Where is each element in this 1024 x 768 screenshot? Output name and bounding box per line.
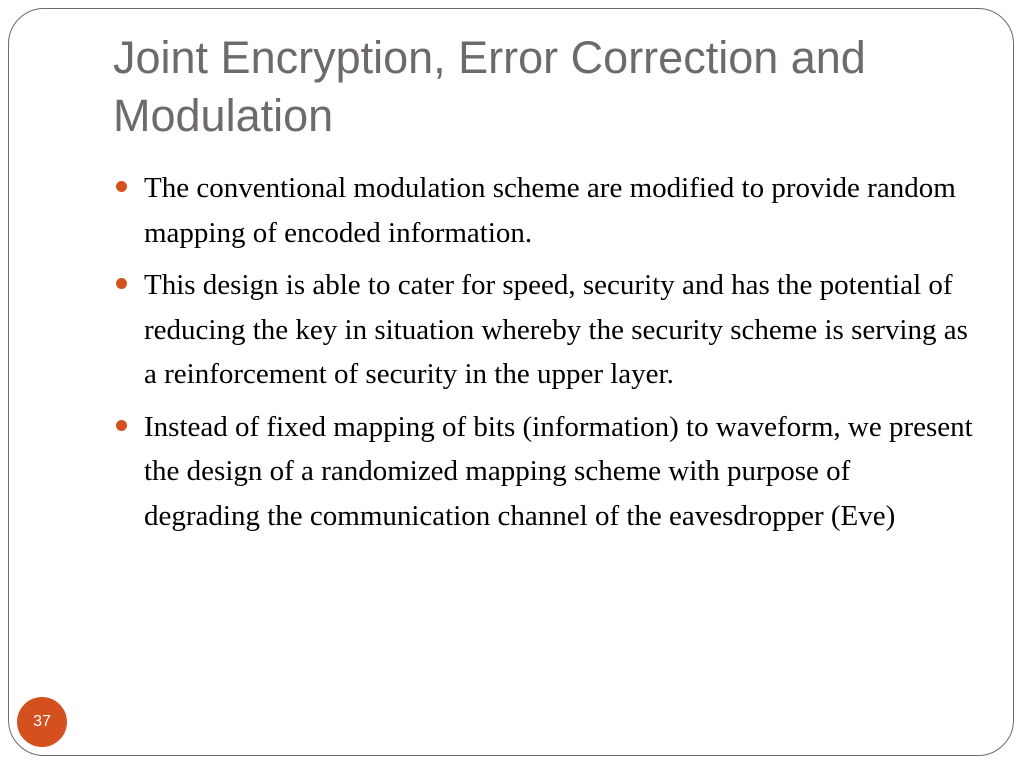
bullet-dot-icon xyxy=(116,420,127,431)
page-number-badge: 37 xyxy=(17,697,67,747)
bullet-list xyxy=(113,166,973,546)
bullet-text: The conventional modulation scheme are modified to provide random mapping of encoded information. xyxy=(144,172,956,249)
bullet-dot-icon xyxy=(116,181,127,192)
bullet-dot-icon xyxy=(116,278,127,289)
bullet-text: This design is able to cater for speed, security and has the potential of reducing the key in situation whereby the security scheme is serving as a reinforcement of security in the upper layer. xyxy=(144,269,968,390)
bullet-item xyxy=(113,166,973,255)
bullet-item xyxy=(113,405,973,539)
bullet-item xyxy=(113,263,973,397)
bullet-text: Instead of fixed mapping of bits (information) to waveform, we present the design of a randomized mapping scheme with purpose of degrading the communication channel of the eavesdropper (Eve) xyxy=(144,410,973,532)
slide-title: Joint Encryption, Error Correction and Modulation xyxy=(113,32,866,141)
